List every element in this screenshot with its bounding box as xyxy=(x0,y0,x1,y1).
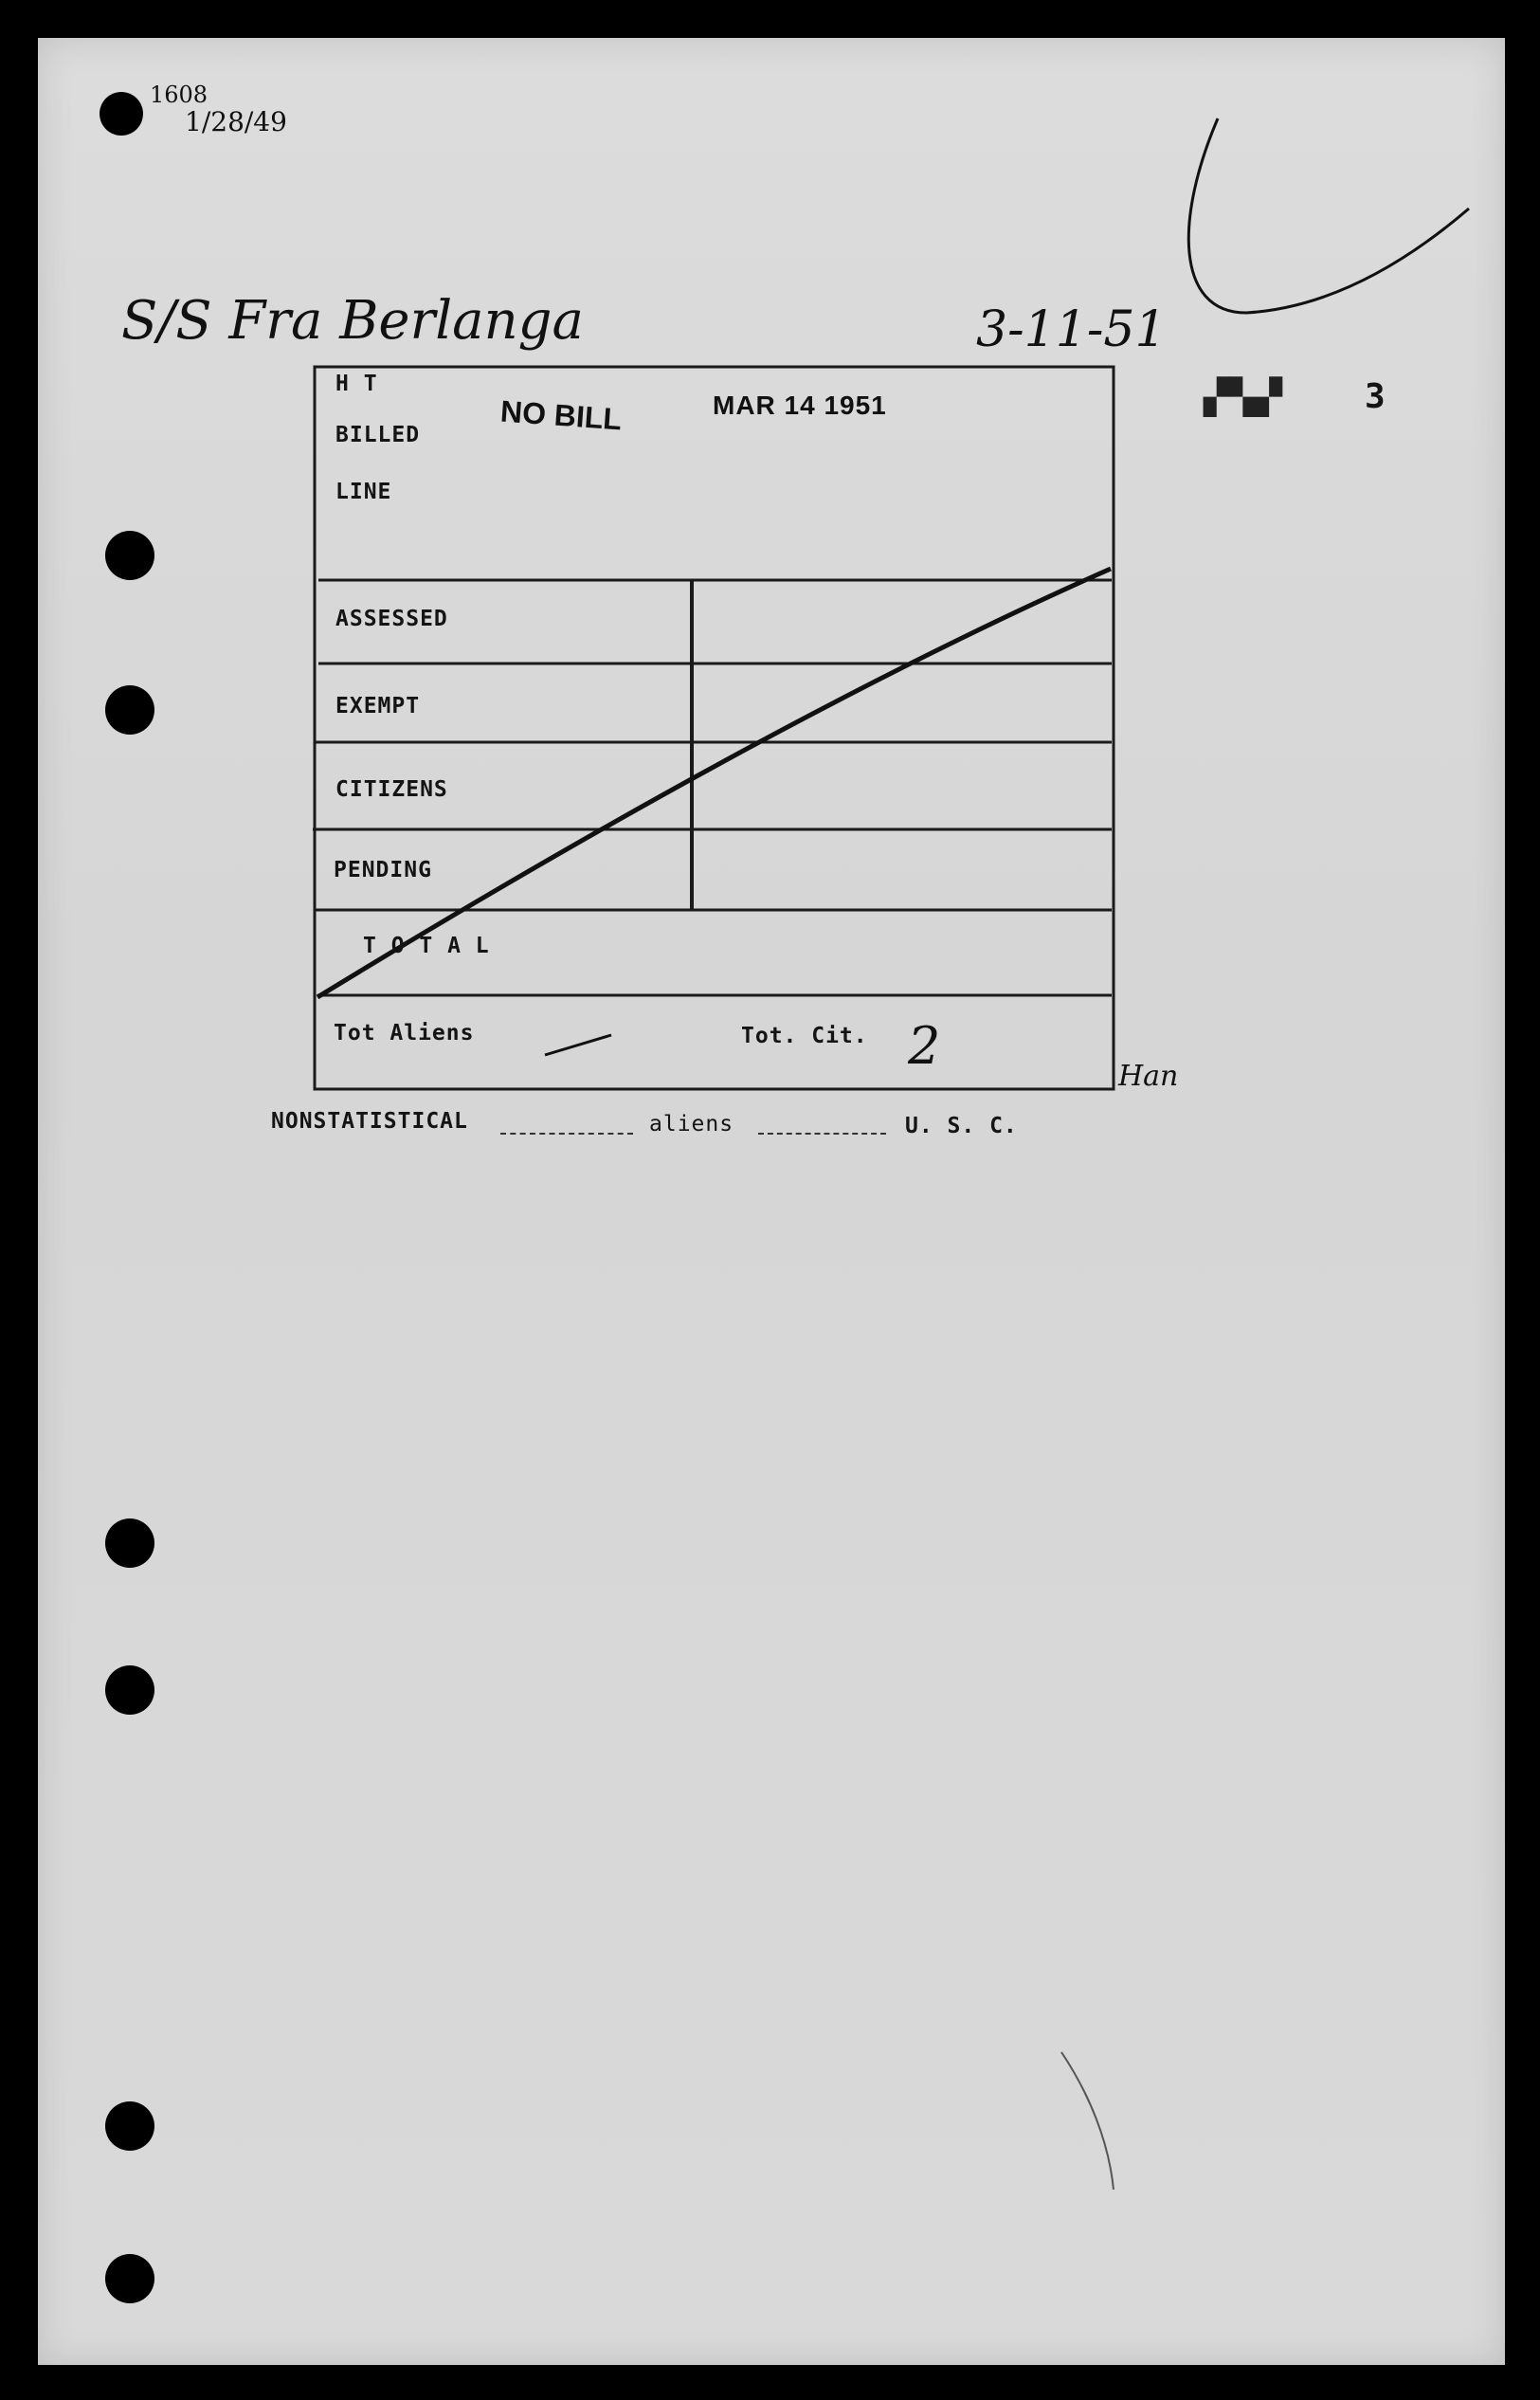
nonstatistical-blank xyxy=(500,1133,633,1135)
ht-label: H T xyxy=(335,372,378,396)
citizens-label: CITIZENS xyxy=(335,777,448,802)
form-number: 1608 xyxy=(150,82,208,108)
exempt-label: EXEMPT xyxy=(335,694,421,718)
tot-aliens-dash xyxy=(545,1035,611,1055)
no-bill-stamp: NO BILL xyxy=(498,393,624,437)
tot-cit-value: 2 xyxy=(908,1016,941,1076)
assessed-label: ASSESSED xyxy=(335,607,448,631)
line-label: LINE xyxy=(335,480,392,504)
aliens-blank xyxy=(758,1133,886,1135)
aliens-label: aliens xyxy=(649,1112,734,1136)
usc-label: U. S. C. xyxy=(905,1114,1018,1138)
form-revision: 1/28/49 xyxy=(185,106,287,137)
date-stamp: MAR 14 1951 xyxy=(713,391,887,420)
page-number: 3 xyxy=(1365,377,1386,416)
arrival-date: 3-11-51 xyxy=(976,301,1167,358)
nonstatistical-label: NONSTATISTICAL xyxy=(271,1109,468,1134)
vessel-name: S/S Fra Berlanga xyxy=(121,290,584,352)
tot-cit-label: Tot. Cit. xyxy=(741,1024,868,1048)
billed-label: BILLED xyxy=(335,423,421,447)
pending-label: PENDING xyxy=(334,858,432,882)
initials: Han xyxy=(1118,1060,1179,1093)
page-stamp-smudge: ▞▚▞ xyxy=(1204,377,1283,416)
total-label: T O T A L xyxy=(363,934,490,958)
tot-aliens-label: Tot Aliens xyxy=(334,1021,475,1045)
check-mark xyxy=(1188,118,1469,313)
